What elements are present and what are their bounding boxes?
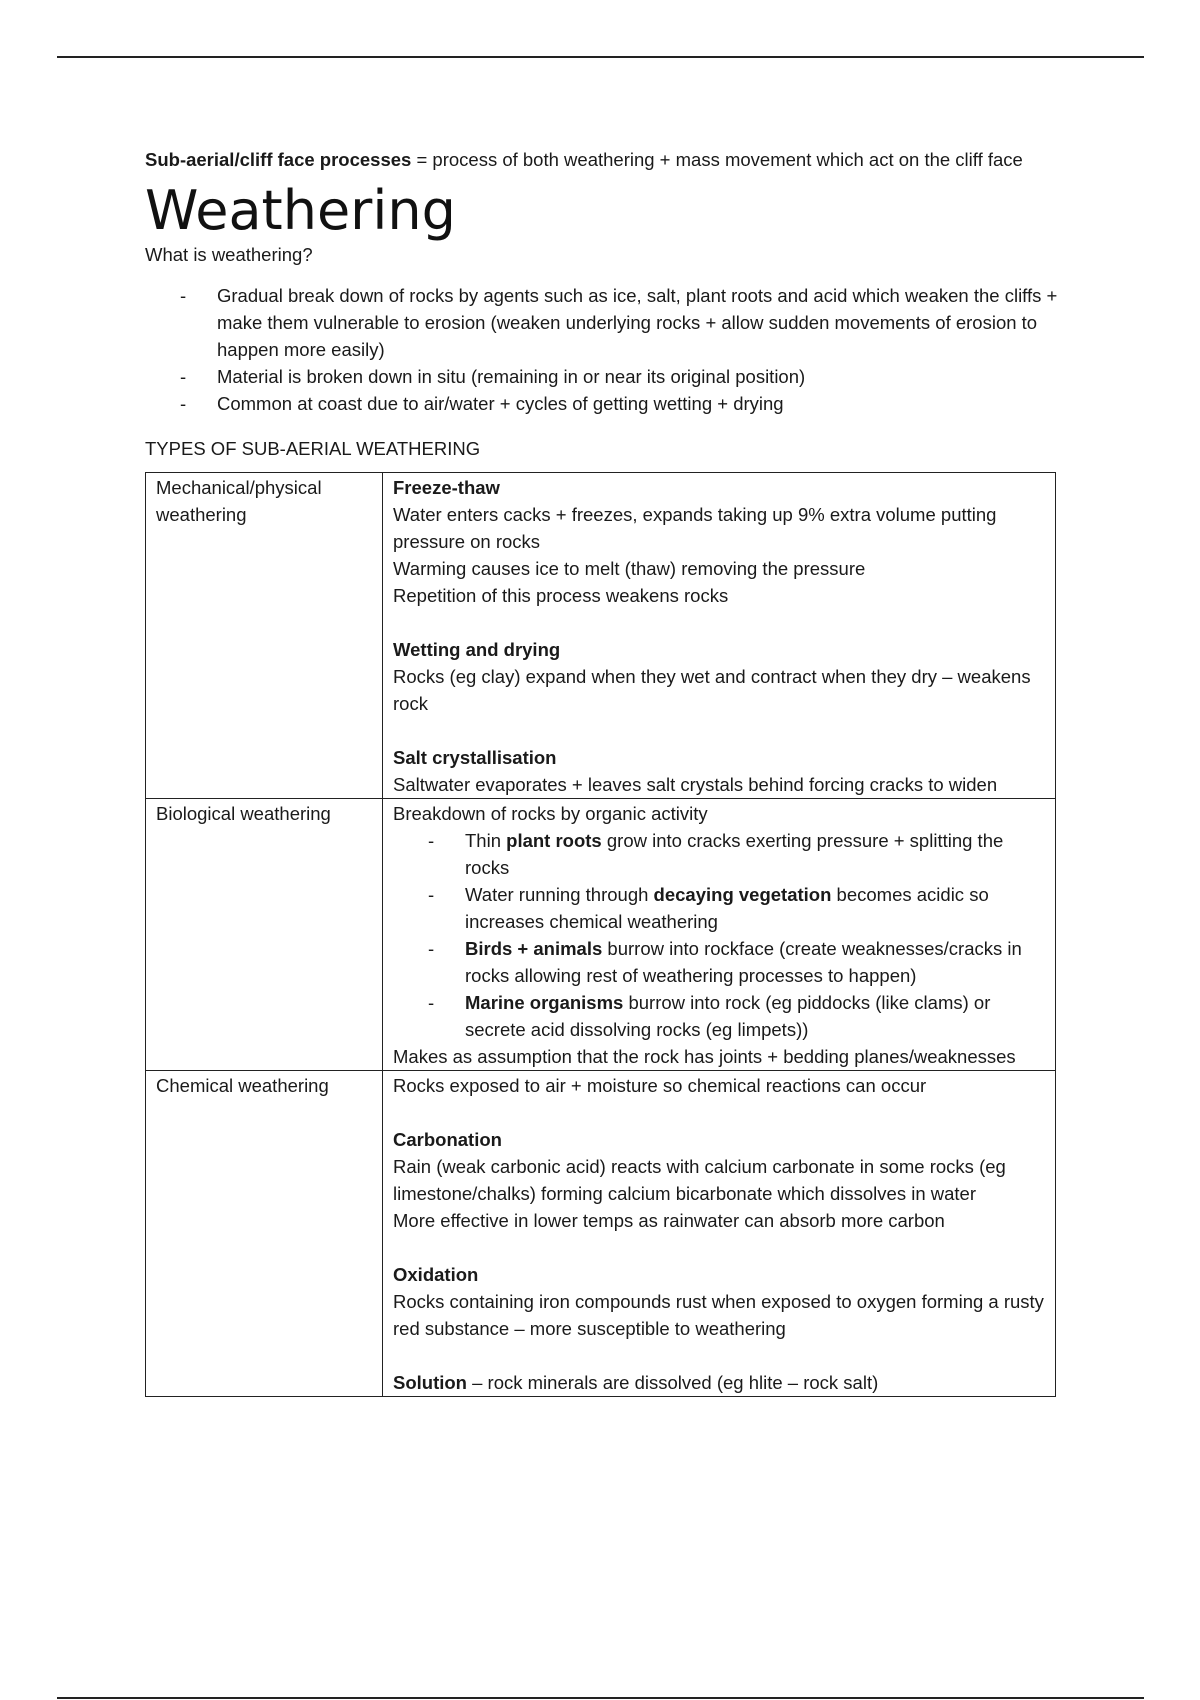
freeze-thaw-line: Warming causes ice to melt (thaw) removing the pressure (393, 558, 866, 579)
biological-list (393, 827, 1045, 1043)
list-item: - Thin plant roots grow into cracks exerting pressure + splitting the rocks (465, 827, 1045, 881)
wetting-drying-text: Rocks (eg clay) expand when they wet and contract when they dry – weakens rock (393, 666, 1031, 714)
freeze-thaw-line: Repetition of this process weakens rocks (393, 585, 729, 606)
footer-rule (57, 1697, 1144, 1699)
header-rule (57, 56, 1144, 58)
table-row (146, 1071, 1056, 1397)
mechanical-label: Mechanical/physical weathering (146, 473, 383, 799)
wetting-drying-title: Wetting and drying (393, 639, 561, 660)
carbonation-line: More effective in lower temps as rainwater can absorb more carbon (393, 1210, 945, 1231)
chemical-details (383, 1071, 1056, 1397)
solution-text: – rock minerals are dissolved (eg hlite – rock salt) (466, 1372, 879, 1393)
chemical-intro: Rocks exposed to air + moisture so chemical reactions can occur (393, 1075, 927, 1096)
carbonation-title: Carbonation (393, 1129, 502, 1150)
list-item: - Material is broken down in situ (remaining in or near its original position) (217, 363, 1065, 390)
mechanical-details (383, 473, 1056, 799)
biological-outro: Makes as assumption that the rock has joints + bedding planes/weaknesses (393, 1046, 1016, 1067)
oxidation-title: Oxidation (393, 1264, 479, 1285)
document-body (145, 146, 1065, 1397)
chemical-label: Chemical weathering (146, 1071, 383, 1397)
types-heading: TYPES OF SUB-AERIAL WEATHERING (145, 438, 481, 459)
salt-crystallisation-text: Saltwater evaporates + leaves salt crystals behind forcing cracks to widen (393, 774, 998, 795)
salt-crystallisation-title: Salt crystallisation (393, 747, 557, 768)
solution-title: Solution (393, 1372, 467, 1393)
oxidation-text: Rocks containing iron compounds rust when exposed to oxygen forming a rusty red substance – more susceptible to weathering (393, 1291, 1044, 1339)
table-row (146, 473, 1056, 799)
list-item: - Marine organisms burrow into rock (eg piddocks (like clams) or secrete acid dissolving rocks (eg limpets)) (465, 989, 1045, 1043)
freeze-thaw-title: Freeze-thaw (393, 477, 500, 498)
biological-details (383, 799, 1056, 1071)
list-item: - Water running through decaying vegetation becomes acidic so increases chemical weathering (465, 881, 1045, 935)
page-title: Weathering (145, 179, 456, 242)
biological-intro: Breakdown of rocks by organic activity (393, 803, 708, 824)
list-item: - Gradual break down of rocks by agents such as ice, salt, plant roots and acid which weaken the cliffs + make them vulnerable to erosion (weaken underlying rocks + allow sudden movements of erosion to happen more easily) (217, 282, 1065, 363)
solution-line (393, 1369, 1045, 1396)
freeze-thaw-line: Water enters cacks + freezes, expands taking up 9% extra volume putting pressure on rocks (393, 504, 997, 552)
intro-term: Sub-aerial/cliff face processes (145, 149, 412, 170)
carbonation-line: Rain (weak carbonic acid) reacts with calcium carbonate in some rocks (eg limestone/chalks) forming calcium bicarbonate which dissolves in water (393, 1156, 1006, 1204)
list-item: - Birds + animals burrow into rockface (create weaknesses/cracks in rocks allowing rest of weathering processes to happen) (465, 935, 1045, 989)
intro-paragraph (145, 146, 1065, 173)
definition-list (145, 282, 1065, 417)
weathering-table (145, 472, 1056, 1397)
question-text: What is weathering? (145, 244, 313, 265)
table-row (146, 799, 1056, 1071)
list-item: - Common at coast due to air/water + cycles of getting wetting + drying (217, 390, 1065, 417)
intro-definition: = process of both weathering + mass movement which act on the cliff face (411, 149, 1023, 170)
biological-label: Biological weathering (146, 799, 383, 1071)
